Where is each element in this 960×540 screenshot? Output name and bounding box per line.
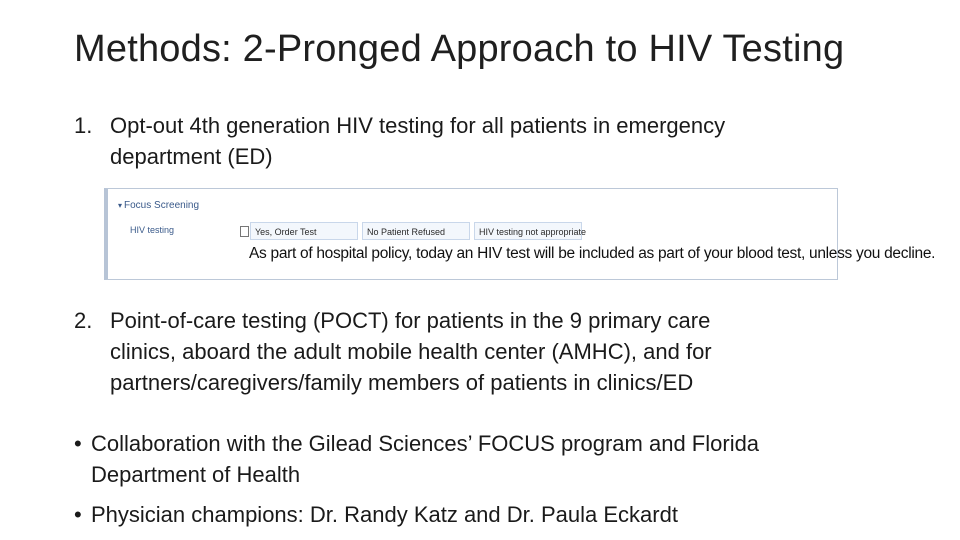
bullet-line: Physician champions: Dr. Randy Katz and Dr. Paula Eckardt	[91, 502, 678, 527]
item-line: clinics, aboard the adult mobile health center (AMHC), and for	[110, 339, 712, 364]
ehr-screenshot	[104, 188, 936, 280]
item-line: Opt-out 4th generation HIV testing for all patients in emergency	[110, 113, 726, 138]
bullet-symbol: •	[74, 502, 82, 527]
hiv-testing-not-appropriate-option[interactable]: HIV testing not appropriate	[474, 222, 582, 240]
item-line: department (ED)	[110, 144, 273, 169]
document-icon	[240, 226, 249, 237]
bullet-line: Collaboration with the Gilead Sciences’ FOCUS program and Florida	[91, 431, 760, 456]
yes-order-test-option[interactable]: Yes, Order Test	[250, 222, 358, 240]
section-header-label: Focus Screening	[124, 200, 200, 211]
slide-title: Methods: 2-Pronged Approach to HIV Testing	[74, 28, 845, 70]
item-line: partners/caregivers/family members of patients in clinics/ED	[110, 370, 694, 395]
bullet-line: Department of Health	[91, 462, 301, 487]
item-line: Point-of-care testing (POCT) for patients in the 9 primary care	[110, 308, 711, 333]
policy-statement: As part of hospital policy, today an HIV test will be included as part of your blood test, unless you decline.	[249, 245, 936, 262]
numbered-item-2	[74, 305, 712, 398]
item-number: 2.	[74, 308, 93, 333]
item-number: 1.	[74, 113, 93, 138]
focus-screening-header[interactable]	[118, 200, 199, 211]
numbered-item-1	[74, 110, 725, 172]
bullet-collaboration	[74, 428, 759, 490]
no-patient-refused-option[interactable]: No Patient Refused	[362, 222, 470, 240]
bullet-physician-champions	[74, 499, 678, 530]
hiv-testing-label: HIV testing	[130, 225, 175, 235]
bullet-symbol: •	[74, 431, 82, 456]
chevron-down-icon: ▾	[118, 201, 123, 210]
